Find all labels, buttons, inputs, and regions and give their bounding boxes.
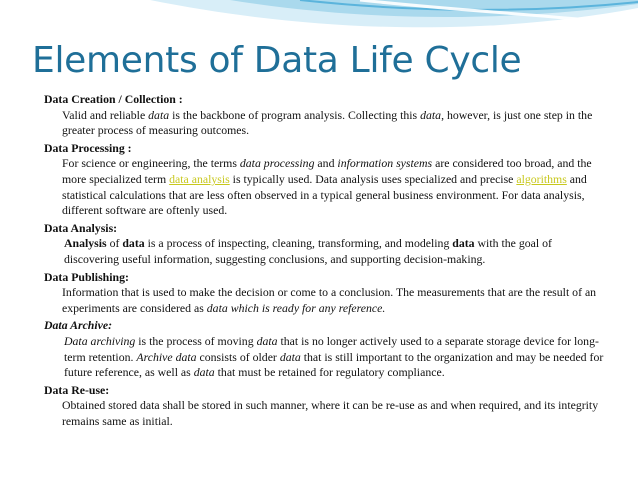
heading-data-archive: Data Archive: [44,318,113,333]
heading-data-publishing: Data Publishing: [44,269,129,284]
paragraph-data-publishing: Information that is used to make the decision or come to a conclusion. The measurements that are the result of an experiments are considered as data which is ready for any reference. [62,285,597,315]
link-algorithms[interactable]: algorithms [516,171,567,186]
slide-title: Elements of Data Life Cycle [32,40,522,81]
slide-body [44,90,604,431]
paragraph-data-creation: Valid and reliable data is the backbone of program analysis. Collecting this data, however, is just one step in the greater process of measuring outcomes. [62,107,593,138]
heading-data-processing: Data Processing : [44,140,132,155]
paragraph-data-processing: For science or engineering, the terms data processing and information systems are considered too broad, and the more specialized term data analysis is typically used. Data analysis uses specialized and precise algorithms and statistical calculations that are less often observed in a typical general business environment. For data analysis, different software are oftenly used. [62,156,592,218]
paragraph-data-analysis: Analysis of data is a process of inspecting, cleaning, transforming, and modeling data with the goal of discovering useful information, suggesting conclusions, and supporting decision-making. [64,236,552,266]
paragraph-data-reuse: Obtained stored data shall be stored in such manner, where it can be re-use as and when required, and its integrity remains same as initial. [62,398,599,428]
paragraph-data-archive: Data archiving is the process of moving data that is no longer actively used to a separate storage device for long-term retention. Archive data consists of older data that is still important to the organization and may be needed for future reference, as well as data that must be retained for regulatory compliance. [64,333,604,380]
heading-data-analysis: Data Analysis: [44,220,118,235]
heading-data-reuse: Data Re-use: [44,382,110,397]
link-data-analysis[interactable]: data analysis [169,171,230,186]
heading-data-creation: Data Creation / Collection : [44,92,183,106]
